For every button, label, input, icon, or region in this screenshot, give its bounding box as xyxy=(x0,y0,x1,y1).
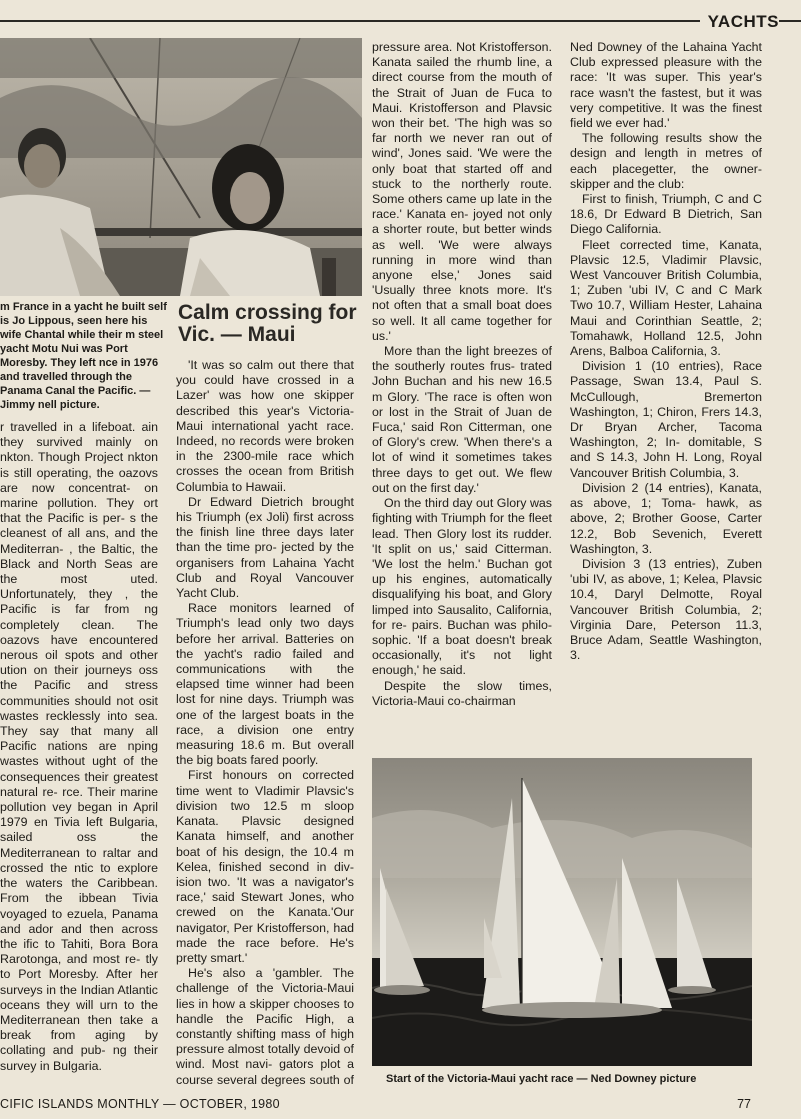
column-3-text xyxy=(372,40,552,748)
article-paragraph: Division 1 (10 entries), Race Passage, Swan 13.4, Paul S. McCullough, Bremerton Washington, 1; Chiron, Frers 14.3, Dr Bryan Archer, Tacoma Washington, 2; In- domitable, S and S 14.3, John H. Long, Royal Vancouver British Columbia, 3. xyxy=(570,359,762,480)
article-paragraph: 'It was so calm out there that you could have crossed in a Lazer' was how one skipper described this year's Victoria-Maui international yacht race. Indeed, no records were broken in the 2300-mile race which crosses the ocean from British Columbia to Hawaii. xyxy=(176,358,354,494)
article-paragraph: Division 3 (13 entries), Zuben 'ubi IV, as above, 1; Kelea, Plavsic 10.4, Daryl Delmotte, Royal Vancouver British Columbia, 2; Virginia Dare, Peterson 11.3, Bruce Adam, Seattle Washington, 3. xyxy=(570,556,762,663)
article-paragraph: First honours on corrected time went to Vladimir Plavsic's division two 12.5 m sloop Kanata. Plavsic designed Kanata himself, and another boat of his design, the 10.4 m Kelea, finished second in div- ision two. 'It was a navigator's race,' said Stewart Jones, who crewed on the Kanata.'Our navigator, Per Kristofferson, had made the race before. He's pretty smart.' xyxy=(176,768,354,965)
column-1-text xyxy=(0,420,158,1088)
article-paragraph: Dr Edward Dietrich brought his Triumph (ex Joli) first across the finish line three days later than the time pro- jected by the organisers from Lahaina Yacht Club and Royal Vancouver Yacht Club. xyxy=(176,494,354,601)
couple-photo xyxy=(0,38,362,296)
article-paragraph: Ned Downey of the Lahaina Yacht Club expressed pleasure with the race: 'It was super. This year's race wasn't the fastest, but it was very competitive. It was the finest field we ever had.' xyxy=(570,40,762,131)
footer-publication: CIFIC ISLANDS MONTHLY — OCTOBER, 1980 xyxy=(0,1097,280,1111)
article-paragraph: Race monitors learned of Triumph's lead only two days before her arrival. Batteries on the yacht's radio failed and communications with the elapsed time winner had been lost for nine days. Triumph was one of the largest boats in the race, a division one entry measuring 18.6 m. But overall the big boats fared poorly. xyxy=(176,601,354,768)
column-4-text xyxy=(570,40,762,748)
header-rule xyxy=(0,20,801,22)
article-paragraph: The following results show the design and length in metres of each placegetter, the owner-skipper and the club: xyxy=(570,131,762,191)
article-paragraph: He's also a 'gambler. The challenge of the Victoria-Maui lies in how a skipper chooses to handle the Pacific High, a constantly shifting mass of high pressure almost totally devoid of wind. Most navi- gators plot a course several degrees south of xyxy=(176,966,354,1087)
article-paragraph: Division 2 (14 entries), Kanata, as above, 1; Toma- hawk, as above, 2; Brother Goose, Carter 12.2, Bob Sevenich, Everett Washington, 3. xyxy=(570,480,762,556)
article-paragraph: pressure area. Not Kristofferson. Kanata sailed the rhumb line, a direct course from the mouth of the Strait of Juan de Fuca to Maui. Kristofferson and Plavsic won their bet. 'The high was so far north we never ran out of wind', Jones said. 'We were the only boat that started off and stuck to the northerly route. Some others came up late in the race.' Kanata en- joyed not only a shorter route, but better winds as well. 'We were always running in more wind than anyone else,' Jones said 'Usually three knots more. It's not often that a small boat does so well. It all came together for us.' xyxy=(372,40,552,343)
article-paragraph: First to finish, Triumph, C and C 18.6, Dr Edward B Dietrich, San Diego California. xyxy=(570,192,762,237)
page-number: 77 xyxy=(737,1097,751,1111)
column-1-paragraph: r travelled in a lifeboat. ain they survived mainly on nkton. Though Project nkton is still operating, the oazovs are now concentrat- on marine pollution. They ort that the Pacific is per- s the cleanest of all ans, and the Mediterran- , the Baltic, the Black and North Seas are the most uted. Unfortunately, they , the Pacific is far from ng completely clean. The oazovs have encountered nerous oil spots and other ution on their journeys oss the Pacific and stress communities should not osit wastes recklessly into sea. They say that many all Pacific nations are nping wastes without ught of the consequences their greatest natural re- rce. Their marine pollution vey began in April 1979 en Tivia left Bulgaria, sailed oss the Mediterranean to raltar and crossed the ntic to explore the waters the Caribbean. From the ibbean Tivia voyaged to ezuela, Panama and ador and then across the ific to Tahiti, Bora Bora Rarotonga, and most re- tly to Port Moresby. After her surveys in the Indian Atlantic oceans they will urn to the Mediterranean then take a break from aging by collating and pub- ng their survey in Bulgaria. xyxy=(0,420,158,1073)
column-2-text xyxy=(176,358,354,1088)
yacht-race-photo xyxy=(372,758,752,1066)
article-paragraph: Despite the slow times, Victoria-Maui co-chairman xyxy=(372,678,552,708)
yacht-race-photo-caption: Start of the Victoria-Maui yacht race — Ned Downey picture xyxy=(386,1073,697,1085)
couple-photo-caption: m France in a yacht he built self is Jo Lippous, seen here his wife Chantal while their m steel yacht Motu Nui was Port Moresby. They left nce in 1976 and travelled through the Panama Canal the Pacific. — Jimmy nell picture. xyxy=(0,301,167,411)
article-paragraph: On the third day out Glory was fighting with Triumph for the fleet lead. Then Glory lost its rudder. 'It split on us,' said Citterman. 'We lost the helm.' Buchan got up his engines, automatically disqualifying his boat, and Glory limped into Sausalito, California, for re- pairs. Buchan was philo- sophic. 'If a boat doesn't break occasionally, it's not light enough,' he said. xyxy=(372,496,552,678)
section-label: YACHTS xyxy=(700,12,779,32)
article-headline: Calm crossing for Vic. — Maui xyxy=(178,301,357,346)
article-paragraph: Fleet corrected time, Kanata, Plavsic 12.5, Vladimir Plavsic, West Vancouver British Columbia, 1; Zuben 'ubi IV, C and C Mark Two 10.7, William Hester, Lahaina Maui and Corinthian Seattle, 2; Tomahawk, Holland 12.5, John Arens, Balboa California, 3. xyxy=(570,237,762,359)
article-paragraph: More than the light breezes of the southerly routes frus- trated John Buchan and his new 16.5 m Glory. 'The race is often won or lost in the Strait of Juan de Fuca,' said Ron Citterman, one of Glory's crew. 'When there's a lot of wind it sometimes takes three days to get out. We flew out on the first day.' xyxy=(372,344,552,495)
